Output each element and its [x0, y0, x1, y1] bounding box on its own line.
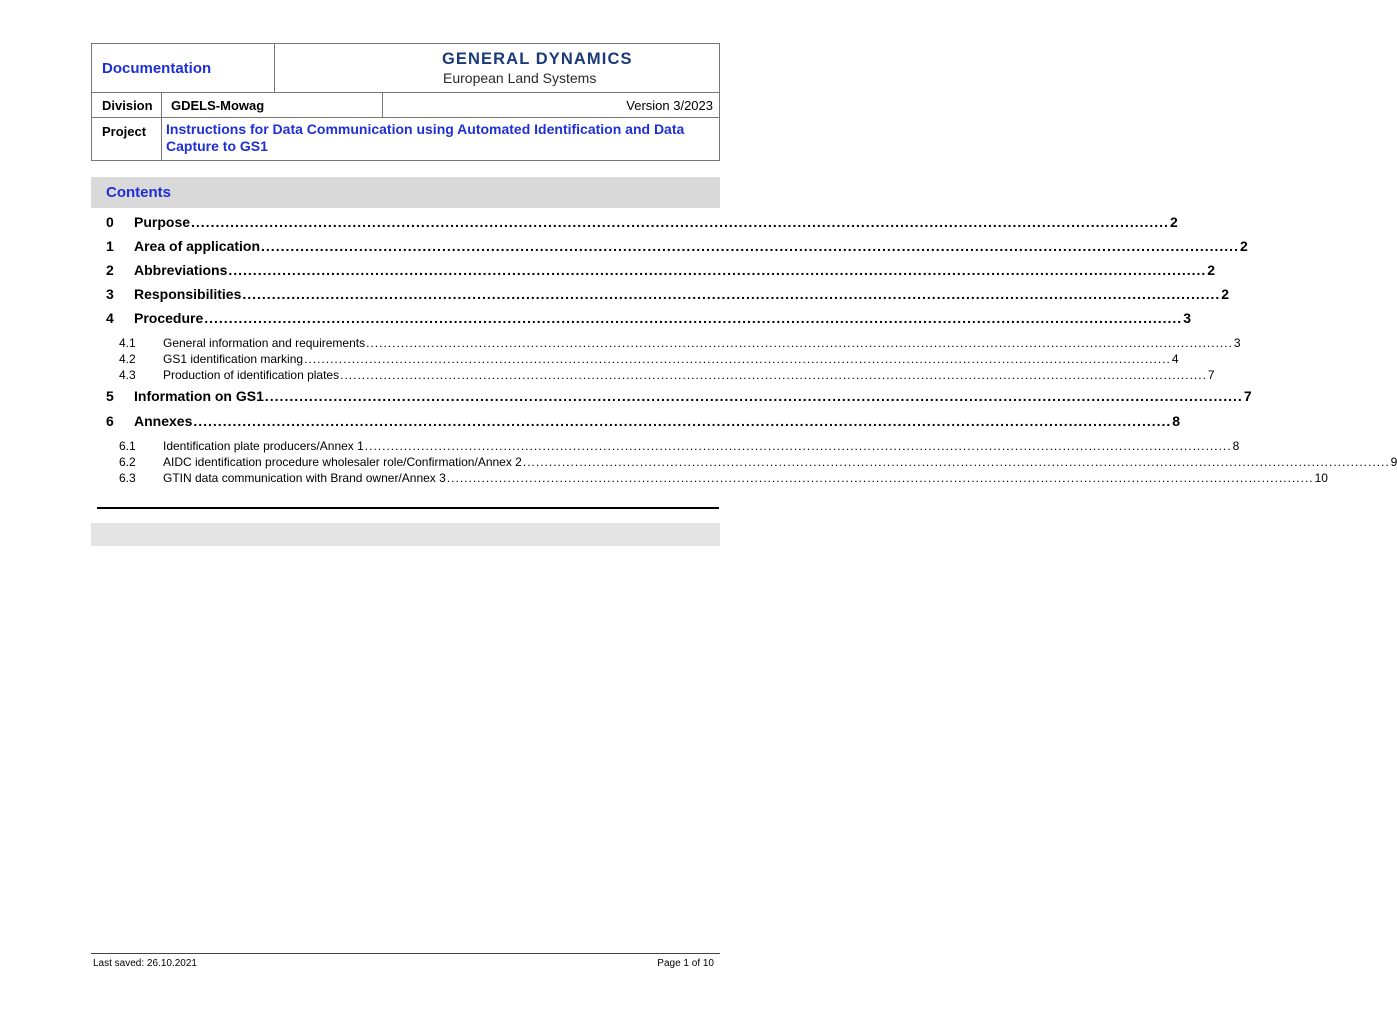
toc-entry[interactable]	[106, 352, 1179, 368]
toc-entry-number: 6.3	[119, 471, 136, 485]
toc-leader-dots: ........................................................................................................................................................................................................	[366, 336, 1233, 350]
divider	[382, 93, 383, 118]
toc-entry-title: General information and requirements	[163, 336, 366, 350]
toc-entry[interactable]	[106, 455, 1397, 471]
toc-entry-title: Purpose	[134, 214, 191, 230]
logo-line1: GENERAL DYNAMICS	[442, 50, 633, 68]
toc-entry-title: GTIN data communication with Brand owner/Annex 3	[163, 471, 446, 485]
toc-entry[interactable]	[106, 471, 1328, 487]
toc-entry-number: 5	[106, 388, 114, 404]
toc-entry[interactable]	[106, 286, 1230, 306]
division-label: Division	[102, 98, 153, 113]
footer-rule	[91, 953, 720, 954]
toc-leader-dots: ........................................................................................................................................................................................................	[261, 238, 1239, 254]
toc-leader-dots: ........................................................................................................................................................................................................	[242, 286, 1221, 302]
toc-entry[interactable]	[106, 368, 1215, 384]
toc-entry-number: 4.2	[119, 352, 136, 366]
toc-entry-title: Annexes	[134, 413, 193, 429]
toc-entry[interactable]	[106, 262, 1216, 282]
toc-leader-dots: ........................................................................................................................................................................................................	[264, 388, 1243, 404]
documentation-label: Documentation	[102, 60, 212, 77]
gray-band	[91, 523, 720, 546]
toc-entry-number: 6	[106, 413, 114, 429]
toc-entry[interactable]	[106, 413, 1181, 433]
toc-entry-title: Identification plate producers/Annex 1	[163, 439, 364, 453]
toc-leader-dots: ........................................................................................................................................................................................................	[364, 439, 1232, 453]
toc-entry-page: 2	[1239, 238, 1248, 254]
toc-entry-number: 4.3	[119, 368, 136, 382]
toc-entry-number: 6.1	[119, 439, 136, 453]
toc-leader-dots: ........................................................................................................................................................................................................	[193, 413, 1172, 429]
toc-entry-page: 3	[1183, 310, 1191, 326]
toc-entry-title: Information on GS1	[134, 388, 264, 404]
toc-entry-title: Responsibilities	[134, 286, 242, 302]
toc-entry-number: 1	[106, 238, 114, 254]
contents-title: Contents	[106, 184, 171, 201]
section-rule	[97, 507, 719, 509]
toc-leader-dots: ........................................................................................................................................................................................................	[522, 455, 1390, 469]
toc-entry-title: Area of application	[134, 238, 261, 254]
toc-entry-number: 4.1	[119, 336, 136, 350]
toc-leader-dots: ........................................................................................................................................................................................................	[304, 352, 1171, 366]
toc-entry-page: 10	[1314, 471, 1328, 485]
project-title: Instructions for Data Communication using Automated Identification and Data Capture to GS1	[166, 121, 685, 154]
toc-entry-page: 7	[1207, 368, 1215, 382]
toc-entry-number: 6.2	[119, 455, 136, 469]
toc-leader-dots: ........................................................................................................................................................................................................	[228, 262, 1207, 278]
logo-line2: European Land Systems	[443, 70, 597, 86]
toc-entry-title: Procedure	[134, 310, 204, 326]
toc-entry-page: 3	[1233, 336, 1241, 350]
project-label: Project	[102, 124, 147, 139]
toc-entry-page: 7	[1243, 388, 1252, 404]
toc-leader-dots: ........................................................................................................................................................................................................	[340, 368, 1207, 382]
toc-entry-title: GS1 identification marking	[163, 352, 304, 366]
divider	[161, 93, 162, 161]
toc-entry[interactable]	[106, 388, 1252, 408]
toc-entry[interactable]	[106, 310, 1191, 330]
contents-heading-bar	[91, 177, 720, 208]
company-logo	[442, 50, 712, 90]
toc-entry-number: 4	[106, 310, 114, 326]
toc-entry-page: 4	[1171, 352, 1179, 366]
document-header-table	[91, 43, 720, 161]
toc-entry-title: Production of identification plates	[163, 368, 340, 382]
header-row-division	[92, 93, 719, 118]
last-saved-text: Last saved: 26.10.2021	[93, 958, 197, 969]
toc-entry[interactable]	[106, 238, 1248, 258]
toc-entry-page: 8	[1232, 439, 1240, 453]
toc-entry-page: 2	[1207, 262, 1216, 278]
toc-entry-number: 2	[106, 262, 114, 278]
version-text: Version 3/2023	[626, 98, 713, 113]
toc-entry-title: Abbreviations	[134, 262, 228, 278]
toc-entry[interactable]	[106, 439, 1240, 455]
toc-leader-dots: ........................................................................................................................................................................................................	[446, 471, 1314, 485]
division-value: GDELS-Mowag	[171, 98, 265, 113]
toc-leader-dots: ........................................................................................................................................................................................................	[191, 214, 1169, 230]
toc-entry-page: 9	[1390, 455, 1397, 469]
toc-entry-page: 8	[1172, 413, 1181, 429]
page-number: Page 1 of 10	[657, 958, 714, 969]
toc-entry-page: 2	[1169, 214, 1178, 230]
divider	[274, 44, 275, 93]
toc-entry-number: 0	[106, 214, 114, 230]
toc-entry-page: 2	[1221, 286, 1230, 302]
toc-entry-number: 3	[106, 286, 114, 302]
toc-entry[interactable]	[106, 336, 1241, 352]
toc-leader-dots: ........................................................................................................................................................................................................	[204, 310, 1183, 326]
toc-entry-title: AIDC identification procedure wholesaler role/Confirmation/Annex 2	[163, 455, 522, 469]
toc-entry[interactable]	[106, 214, 1178, 234]
header-row-title	[92, 44, 719, 93]
